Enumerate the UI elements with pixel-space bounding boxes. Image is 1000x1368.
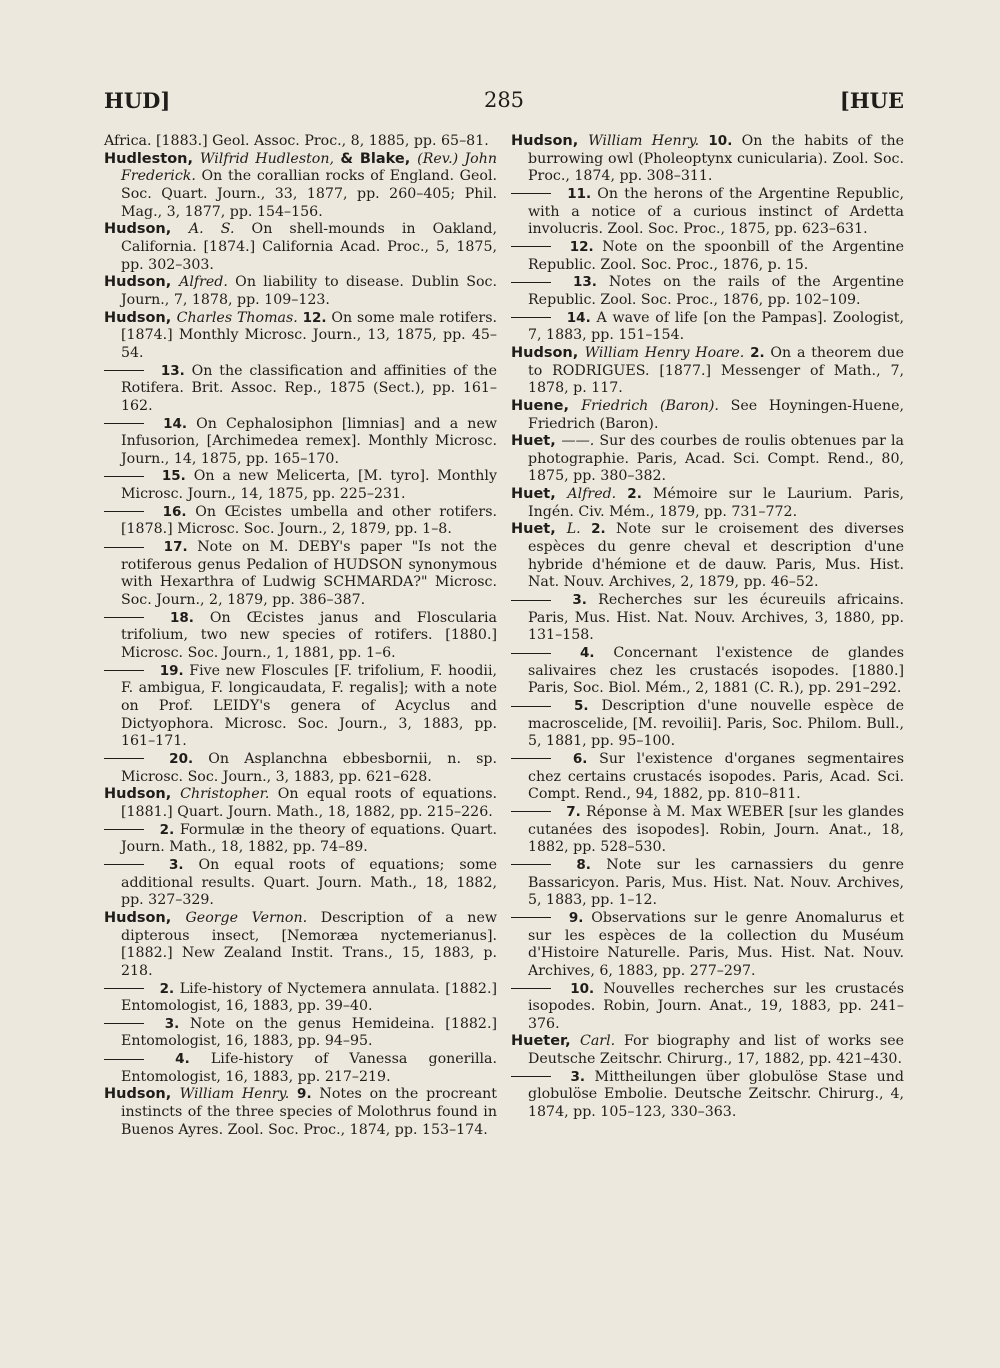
- repeat-dash: [511, 758, 551, 759]
- entry-number: 12.: [569, 238, 594, 255]
- entry-text: Observations sur le genre Anomalurus et sur les espèces de la collection du Muséum d'Histoire Naturelle. Paris, Mus. Hist. Nat. Nouv. Archives, 6, 1883, pp. 277–297.: [528, 909, 904, 979]
- bibliography-entry: [511, 239, 904, 274]
- entry-number: 14.: [163, 415, 188, 432]
- entry-text: A wave of life [on the Pampas]. Zoologist, 7, 1883, pp. 151–154.: [528, 309, 904, 344]
- repeat-dash: [511, 864, 551, 865]
- bibliography-entry: [104, 310, 497, 363]
- right-column: [511, 133, 904, 1122]
- author-forename: Alfred.: [567, 486, 617, 503]
- entry-text: Mémoire sur le Laurium. Paris, Ingén. Civ. Mém., 1879, pp. 731–772.: [528, 486, 905, 520]
- author-surname: Hudson,: [104, 909, 186, 926]
- bibliography-entry: [511, 857, 904, 910]
- entry-text: Africa. [1883.] Geol. Assoc. Proc., 8, 1885, pp. 65–81.: [104, 133, 489, 149]
- entry-text: On the habits of the burrowing owl (Pholeoptynx cunicularia). Zool. Soc. Proc., 1874, pp. 308–311.: [528, 133, 905, 185]
- entry-text: Note on the spoonbill of the Argentine Republic. Zool. Soc. Proc., 1876, p. 15.: [528, 238, 905, 273]
- entry-text: Description of a new dipterous insect, [Nemoræa nyctemerianus]. [1882.] New Zealand Instit. Trans., 15, 1883, p. 218.: [121, 909, 497, 979]
- bibliography-entry: [511, 486, 904, 521]
- entry-number: 5.: [573, 698, 589, 714]
- bibliography-entry: [104, 504, 497, 539]
- entry-text: Réponse à M. Max WEBER [sur les glandes cutanées des isopodes]. Robin, Journ. Anat., 18, 1882, pp. 528–530.: [528, 803, 905, 856]
- entry-number: 3.: [168, 856, 184, 873]
- entry-text: Life-history of Vanessa gonerilla. Entomologist, 16, 1883, pp. 217–219.: [121, 1051, 498, 1085]
- repeat-dash: [511, 653, 551, 654]
- entry-number: 13.: [160, 362, 185, 379]
- bibliography-entry: [104, 133, 497, 151]
- repeat-dash: [104, 670, 144, 671]
- bibliography-entry: [511, 910, 904, 981]
- entry-number: 3.: [572, 592, 587, 609]
- entry-number: 7.: [566, 803, 581, 820]
- entry-text: On Œcistes janus and Floscularia trifolium, two new species of rotifers. [1880.] Microsc. Soc. Journ., 1, 1881, pp. 1–6.: [121, 609, 497, 662]
- author-surname: Hudson,: [104, 274, 180, 291]
- bibliography-entry: [511, 310, 904, 345]
- author-surname: Huet,: [511, 433, 562, 450]
- bibliography-entry: [104, 539, 497, 610]
- entry-text: Note sur les carnassiers du genre Bassaricyon. Paris, Mus. Hist. Nat. Nouv. Archives, 5, 1883, pp. 1–12.: [528, 856, 904, 909]
- bibliography-entry: [104, 1051, 497, 1086]
- author-forename: Friedrich (Baron).: [581, 397, 719, 414]
- entry-number: 14.: [566, 309, 591, 326]
- entry-text: On shell-mounds in Oakland, California. [1874.] California Acad. Proc., 5, 1875, pp. 302–303.: [121, 221, 497, 273]
- author-surname: Huet,: [511, 521, 567, 538]
- author-forename: Carl.: [579, 1033, 616, 1050]
- entry-number: 10.: [570, 980, 595, 997]
- bibliography-entry: [511, 645, 904, 698]
- entry-text: Notes on the rails of the Argentine Republic. Zool. Soc. Proc., 1876, pp. 102–109.: [528, 274, 905, 308]
- bibliography-entry: [511, 186, 904, 239]
- entry-text: Life-history of Nyctemera annulata. [1882.] Entomologist, 16, 1883, pp. 39–40.: [121, 980, 497, 1015]
- entry-number: 11.: [567, 185, 592, 202]
- bibliography-entry: [104, 751, 497, 786]
- bibliography-entry: [104, 981, 497, 1016]
- bibliography-entry: [104, 822, 497, 857]
- page-number: 285: [483, 88, 525, 112]
- repeat-dash: [511, 811, 551, 812]
- entry-number: 13.: [572, 274, 597, 291]
- coauthor-forename: (Rev.) John Frederick.: [121, 150, 497, 185]
- repeat-dash: [511, 282, 551, 283]
- repeat-dash: [511, 600, 551, 601]
- repeat-dash: [511, 193, 551, 194]
- bibliography-entry: [511, 592, 904, 645]
- author-forename: A. S.: [188, 221, 235, 238]
- entry-text: On the classification and affinities of the Rotifera. Brit. Assoc. Rep., 1875 (Sect.), pp. 161–162.: [121, 362, 497, 414]
- running-header: [104, 88, 904, 118]
- repeat-dash: [104, 1023, 144, 1024]
- repeat-dash: [104, 617, 144, 618]
- entry-number: 4.: [175, 1051, 190, 1068]
- entry-number: 17.: [163, 539, 188, 556]
- entry-number: 2.: [591, 521, 606, 538]
- repeat-dash: [511, 988, 551, 989]
- bibliography-entry: [104, 416, 497, 469]
- entry-text: See Hoyningen-Huene, Friedrich (Baron).: [528, 397, 904, 432]
- left-column: [104, 133, 497, 1139]
- author-forename: Alfred.: [179, 274, 228, 291]
- entry-number: 20.: [169, 750, 194, 767]
- entry-number: 2.: [627, 486, 642, 503]
- entry-text: On some male rotifers. [1874.] Monthly Microsc. Journ., 13, 1875, pp. 45–54.: [121, 309, 497, 361]
- entry-text: Concernant l'existence de glandes salivaires chez les crustacés isopodes. [1880.] Paris, Soc. Biol. Mém., 2, 1881 (C. R.), pp. 291–292.: [528, 645, 904, 697]
- entry-text: Sur des courbes de roulis obtenues par la photographie. Paris, Acad. Sci. Compt. Rend., 80, 1875, pp. 380–382.: [528, 433, 905, 485]
- author-surname: Huene,: [511, 397, 582, 414]
- entry-text: On liability to disease. Dublin Soc. Journ., 7, 1878, pp. 109–123.: [121, 274, 498, 308]
- repeat-dash: [511, 246, 551, 247]
- repeat-dash: [104, 476, 144, 477]
- entry-number: 4.: [579, 645, 595, 662]
- entry-text: Formulæ in the theory of equations. Quart. Journ. Math., 18, 1882, pp. 74–89.: [121, 821, 497, 856]
- author-forename: Christopher.: [180, 786, 270, 803]
- author-surname: Hudson,: [104, 221, 189, 238]
- bibliography-entry: [511, 1033, 904, 1068]
- author-forename: L.: [566, 521, 581, 538]
- repeat-dash: [104, 370, 144, 371]
- entry-number: 8.: [576, 856, 591, 873]
- entry-number: 12.: [302, 309, 327, 326]
- bibliography-entry: [104, 274, 497, 309]
- bibliography-entry: [104, 151, 497, 222]
- bibliography-entry: [104, 910, 497, 981]
- entry-text: Note sur le croisement des diverses espèces du genre cheval et description d'une hybride d'hémione et de dauw. Paris, Mus. Hist. Nat. Nouv. Archives, 2, 1879, pp. 46–52.: [528, 521, 905, 591]
- entry-number: 3.: [570, 1068, 586, 1085]
- entry-number: 2.: [159, 980, 175, 997]
- entry-text: Mittheilungen über globulöse Stase und globulöse Embolie. Deutsche Zeitschr. Chirurg., 4, 1874, pp. 105–123, 330–363.: [528, 1068, 904, 1121]
- entry-text: Recherches sur les écureuils africains. Paris, Mus. Hist. Nat. Nouv. Archives, 3, 1880, pp. 131–158.: [528, 592, 904, 644]
- bibliography-entry: [511, 521, 904, 592]
- header-right: [HUE: [839, 88, 904, 113]
- entry-text: Five new Floscules [F. trifolium, F. hoodii, F. ambigua, F. longicaudata, F. regalis]; with a note on Prof. LEIDY's genera of Acyclus and Dictyophora. Microsc. Soc. Journ., 3, 1883, pp. 161–171.: [121, 662, 497, 750]
- bibliography-entry: [104, 663, 497, 751]
- entry-number: 6.: [572, 750, 588, 767]
- bibliography-entry: [511, 133, 904, 186]
- entry-text: On Asplanchna ebbesbornii, n. sp. Microsc. Soc. Journ., 3, 1883, pp. 621–628.: [121, 750, 497, 785]
- author-forename: William Henry Hoare.: [584, 344, 745, 361]
- entry-text: Note on the genus Hemideina. [1882.] Entomologist, 16, 1883, pp. 94–95.: [121, 1015, 497, 1050]
- entry-number: 2.: [750, 344, 765, 361]
- author-surname: Huet,: [511, 486, 568, 503]
- bibliography-entry: [104, 221, 497, 274]
- repeat-dash: [511, 1076, 551, 1077]
- bibliography-entry: [511, 751, 904, 804]
- entry-text: Notes on the procreant instincts of the three species of Molothrus found in Buenos Ayres. Zool. Soc. Proc., 1874, pp. 153–174.: [121, 1086, 497, 1138]
- repeat-dash: [511, 706, 551, 707]
- bibliography-entry: [104, 1016, 497, 1051]
- author-forename: Charles Thomas.: [176, 309, 298, 326]
- entry-text: On equal roots of equations; some additional results. Quart. Journ. Math., 18, 1882, pp. 327–329.: [121, 856, 497, 909]
- entry-text: On equal roots of equations. [1881.] Quart. Journ. Math., 18, 1882, pp. 215–226.: [121, 786, 497, 820]
- entry-text: Description d'une nouvelle espèce de macroscelide, [M. revoilii]. Paris, Soc. Philom. Bull., 5, 1881, pp. 95–100.: [528, 698, 904, 750]
- bibliography-entry: [104, 1086, 497, 1139]
- bibliography-entry: [511, 1069, 904, 1122]
- author-surname: Hudson,: [104, 1086, 180, 1103]
- repeat-dash: [511, 317, 551, 318]
- author-forename: William Henry.: [588, 133, 700, 149]
- author-forename: Wilfrid Hudleston,: [199, 150, 341, 167]
- bibliography-entry: [104, 468, 497, 503]
- entry-number: 10.: [708, 133, 733, 149]
- repeat-dash: [104, 758, 144, 759]
- entry-number: 19.: [159, 662, 184, 679]
- entry-number: 9.: [568, 909, 584, 926]
- entry-number: 15.: [161, 468, 186, 485]
- entry-number: 3.: [164, 1015, 180, 1032]
- entry-text: Sur l'existence d'organes segmentaires chez certains crustacés isopodes. Paris, Acad. Sci. Compt. Rend., 94, 1882, pp. 810–811.: [528, 750, 904, 803]
- author-surname: Hudson,: [511, 133, 589, 149]
- author-forename: George Vernon.: [185, 909, 308, 926]
- entry-text: On Œcistes umbella and other rotifers. [1878.] Microsc. Soc. Journ., 2, 1879, pp. 1–8.: [121, 503, 497, 538]
- entry-text: On Cephalosiphon [limnias] and a new Infusorion, [Archimedea remex]. Monthly Microsc. Journ., 14, 1875, pp. 165–170.: [121, 415, 497, 467]
- entry-text: Nouvelles recherches sur les crustacés isopodes. Robin, Journ. Anat., 19, 1883, pp. 241–376.: [528, 980, 904, 1032]
- entry-text: For biography and list of works see Deutsche Zeitschr. Chirurg., 17, 1882, pp. 421–430.: [528, 1033, 905, 1068]
- author-surname: Hudson,: [104, 786, 181, 803]
- bibliography-entry: [511, 398, 904, 433]
- entry-text: On the herons of the Argentine Republic, with a notice of a curious instinct of Ardetta involucris. Zool. Soc. Proc., 1875, pp. 623–631.: [528, 185, 904, 238]
- bibliography-entry: [511, 433, 904, 486]
- entry-number: 16.: [162, 503, 187, 520]
- entry-text: Note on M. DEBY's paper "Is not the rotiferous genus Pedalion of HUDSON synonymous with Hexarthra of Ludwig SCHMARDA?" Microsc. Soc. Journ., 2, 1879, pp. 386–387.: [121, 539, 497, 609]
- repeat-dash: [104, 511, 144, 512]
- repeat-dash: [104, 988, 144, 989]
- repeat-dash: [104, 829, 144, 830]
- author-surname: Hudleston,: [104, 150, 200, 167]
- author-surname: Hueter,: [511, 1033, 580, 1050]
- bibliography-entry: [104, 610, 497, 663]
- author-surname: Hudson,: [511, 344, 585, 361]
- bibliography-entry: [511, 345, 904, 398]
- repeat-dash: [104, 1059, 144, 1060]
- coauthor-surname: & Blake,: [340, 150, 418, 167]
- bibliography-entry: [511, 698, 904, 751]
- entry-number: 2.: [159, 821, 175, 838]
- bibliography-entry: [104, 363, 497, 416]
- bibliography-entry: [511, 981, 904, 1034]
- bibliography-entry: [104, 857, 497, 910]
- bibliography-entry: [104, 786, 497, 821]
- author-forename: ——.: [561, 433, 595, 450]
- author-surname: Hudson,: [104, 309, 177, 326]
- bibliography-entry: [511, 804, 904, 857]
- repeat-dash: [511, 917, 551, 918]
- repeat-dash: [104, 423, 144, 424]
- entry-number: 18.: [169, 609, 194, 626]
- repeat-dash: [104, 547, 144, 548]
- entry-text: On a theorem due to RODRIGUES. [1877.] Messenger of Math., 7, 1878, p. 117.: [528, 344, 904, 397]
- entry-text: On a new Melicerta, [M. tyro]. Monthly Microsc. Journ., 14, 1875, pp. 225–231.: [121, 468, 497, 503]
- repeat-dash: [104, 864, 144, 865]
- header-left: HUD]: [104, 88, 171, 113]
- entry-text: On the corallian rocks of England. Geol. Soc. Quart. Journ., 33, 1877, pp. 260–405; Phil. Mag., 3, 1877, pp. 154–156.: [121, 168, 497, 220]
- bibliography-entry: [511, 274, 904, 309]
- author-forename: William Henry.: [179, 1086, 290, 1103]
- entry-number: 9.: [297, 1086, 312, 1103]
